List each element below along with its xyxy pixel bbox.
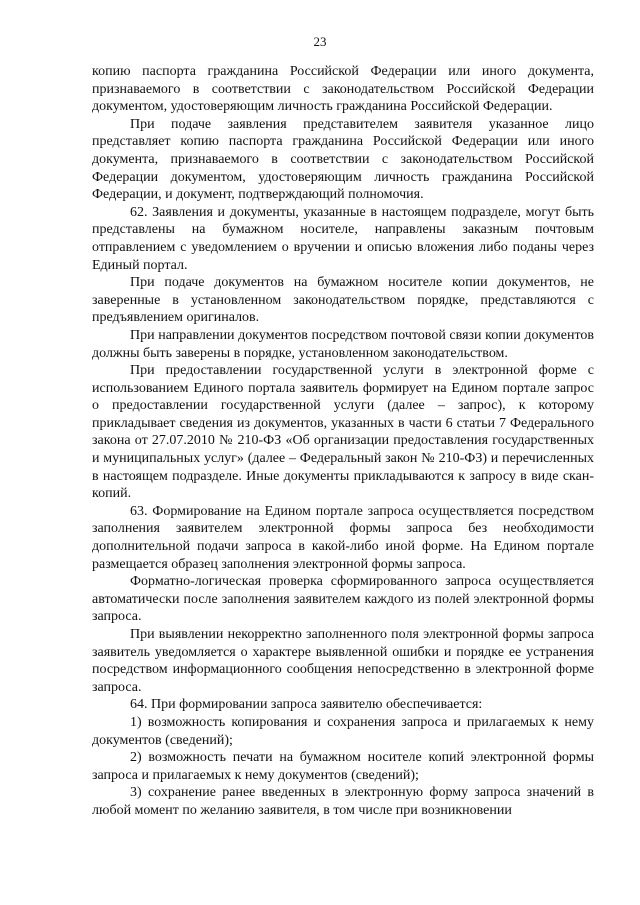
paragraph-format-check: Форматно-логическая проверка сформированного запроса осуществляется автоматически после заполнения заявителем каждого из полей электронной формы запроса.: [92, 574, 594, 625]
paragraph-continuation: копию паспорта гражданина Российской Федерации или иного документа, признаваемого в соответствии с законодательством Российской Федерации документом, удостоверяющим личность гражданина Российской Федерации.: [92, 64, 594, 115]
page-number: 23: [313, 34, 327, 49]
paragraph-field-error: При выявлении некорректно заполненного поля электронной формы запроса заявитель уведомляется о характере выявленной ошибки и порядке ее устранения посредством информационного сообщения непосредственно в электронной форме запроса.: [92, 627, 594, 695]
paragraph-62: 62. Заявления и документы, указанные в настоящем подразделе, могут быть представлены на бумажном носителе, направлены заказным почтовым отправлением с уведомлением о вручении и описью вложения либо поданы через Единый портал.: [92, 204, 594, 273]
paragraph-63: 63. Формирование на Едином портале запроса осуществляется посредством заполнения заявителем электронной формы запроса без необходимости дополнительной подачи запроса в какой-либо иной форме. На Едином портале размещается образец заполнения электронной формы запроса.: [92, 503, 594, 572]
paragraph-postal-copies: При направлении документов посредством почтовой связи копии документов должны быть заверены в порядке, установленном законодательством.: [92, 327, 594, 361]
document-body: [92, 63, 594, 820]
paragraph-64-item-2: 2) возможность печати на бумажном носителе копий электронной формы запроса и прилагаемых к нему документов (сведений);: [92, 750, 594, 783]
paragraph-64-item-3: 3) сохранение ранее введенных в электронную форму запроса значений в любой момент по желанию заявителя, в том числе при возникновении: [92, 785, 594, 818]
paragraph-64: 64. При формировании запроса заявителю обеспечивается:: [130, 697, 483, 713]
paragraph-representative-submission: При подаче заявления представителем заявителя указанное лицо представляет копию паспорта гражданина Российской Федерации или иного документа, признаваемого в соответствии с законодательством Российской Федерации документом, удостоверяющим личность гражданина Российской Федерации, и документ, подтверждающий полномочия.: [92, 116, 594, 203]
paragraph-electronic-service: При предоставлении государственной услуги в электронной форме с использованием Единого портала заявитель формирует на Едином портале запрос о предоставлении государственной услуги (далее – запрос), к которому прикладывает сведения из документов, указанных в части 6 статьи 7 Федерального закона от 27.07.2010 № 210-ФЗ «Об организации предоставления государственных и муниципальных услуг» (далее – Федеральный закон № 210-ФЗ) и перечисленных в настоящем подразделе. Иные документы прикладываются к запросу в виде скан-копий.: [92, 363, 594, 502]
paragraph-paper-copies: При подаче документов на бумажном носителе копии документов, не заверенные в установленном законодательством порядке, представляются с предъявлением оригиналов.: [92, 275, 594, 326]
paragraph-64-item-1: 1) возможность копирования и сохранения запроса и прилагаемых к нему документов (сведений);: [92, 714, 594, 748]
